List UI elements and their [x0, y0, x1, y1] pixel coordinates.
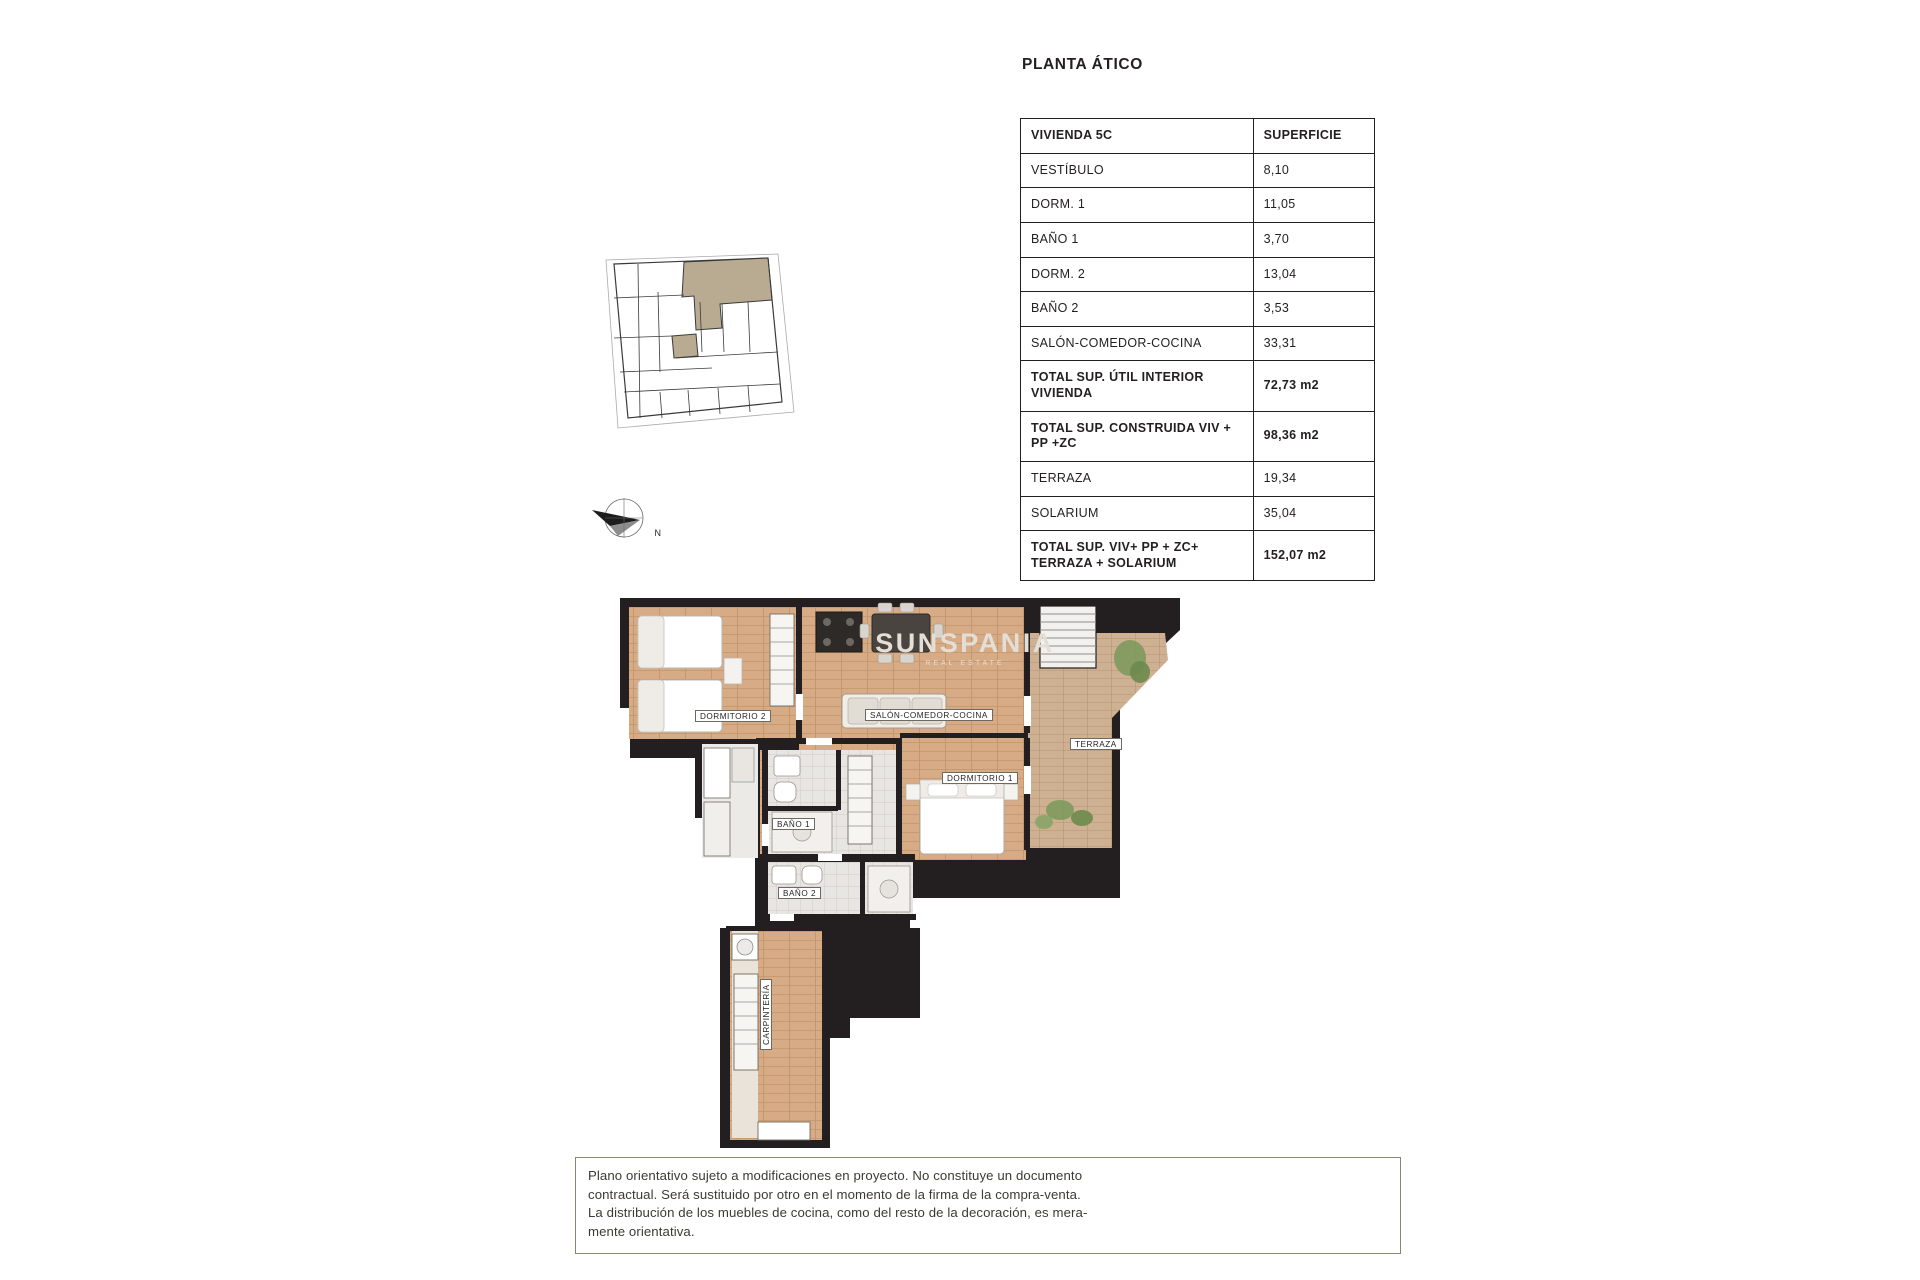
disclaimer-line-2: contractual. Será sustituido por otro en el momento de la firma de la compra-venta. [588, 1186, 1081, 1202]
room-label-carpinteria: CARPINTERÍA [760, 979, 772, 1050]
room-label-bano-2: BAÑO 2 [778, 887, 821, 899]
compass-icon [588, 492, 658, 544]
table-row [1021, 222, 1375, 257]
row-value: 152,07 m2 [1253, 531, 1374, 581]
disclaimer-line-4: mente orientativa. [588, 1224, 695, 1240]
room-label-bano-1: BAÑO 1 [772, 818, 815, 830]
floor-plan [620, 598, 1260, 1148]
table-row [1021, 496, 1375, 531]
furniture-wardrobe-bedroom-1 [848, 756, 872, 844]
table-row [1021, 292, 1375, 327]
staircase [1040, 606, 1096, 668]
row-label: BAÑO 1 [1021, 222, 1254, 257]
row-value: 72,73 m2 [1253, 361, 1374, 411]
row-value: 3,53 [1253, 292, 1374, 327]
key-plan-svg [600, 252, 800, 442]
row-value: 8,10 [1253, 153, 1374, 188]
compass-rose [588, 492, 661, 544]
table-row [1021, 461, 1375, 496]
table-header-row [1021, 119, 1375, 154]
row-label: TOTAL SUP. VIV+ PP + ZC+ TERRAZA + SOLARIUM [1021, 531, 1254, 581]
disclaimer-line-3: La distribución de los muebles de cocina, como del resto de la decoración, es mera- [588, 1205, 1088, 1221]
row-label: SOLARIUM [1021, 496, 1254, 531]
row-label: BAÑO 2 [1021, 292, 1254, 327]
table-header-surface: SUPERFICIE [1253, 119, 1374, 154]
row-value: 3,70 [1253, 222, 1374, 257]
table-row [1021, 326, 1375, 361]
fixtures-laundry [732, 934, 758, 960]
furniture-bed-bedroom-1 [906, 780, 1018, 854]
row-value: 11,05 [1253, 188, 1374, 223]
room-label-dormitorio-1: DORMITORIO 1 [942, 772, 1018, 784]
room-label-terraza: TERRAZA [1070, 738, 1122, 750]
row-value: 33,31 [1253, 326, 1374, 361]
watermark-brand-name: SUNSPANIA [875, 628, 1055, 658]
table-row-total [1021, 531, 1375, 581]
row-label: VESTÍBULO [1021, 153, 1254, 188]
compass-north-label: N [654, 528, 661, 538]
row-value: 13,04 [1253, 257, 1374, 292]
watermark-brand-subtitle: REAL ESTATE [925, 660, 1005, 667]
row-label: DORM. 1 [1021, 188, 1254, 223]
surface-area-table [1020, 118, 1375, 581]
table-row [1021, 257, 1375, 292]
key-plan-locator [600, 252, 800, 442]
table-header-unit: VIVIENDA 5C [1021, 119, 1254, 154]
furniture-wardrobe-bedroom-2 [770, 614, 794, 706]
row-label: TERRAZA [1021, 461, 1254, 496]
table-row-total [1021, 411, 1375, 461]
row-label: TOTAL SUP. ÚTIL INTERIOR VIVIENDA [1021, 361, 1254, 411]
room-label-dormitorio-2: DORMITORIO 2 [695, 710, 771, 722]
table-row [1021, 188, 1375, 223]
row-label: TOTAL SUP. CONSTRUIDA VIV + PP +ZC [1021, 411, 1254, 461]
row-value: 35,04 [1253, 496, 1374, 531]
table-row [1021, 153, 1375, 188]
row-value: 19,34 [1253, 461, 1374, 496]
table-row-total [1021, 361, 1375, 411]
floor-plan-svg [620, 598, 1260, 1148]
room-label-salon: SALÓN-COMEDOR-COCINA [865, 709, 993, 721]
disclaimer-line-1: Plano orientativo sujeto a modificaciones en proyecto. No constituye un documento [588, 1168, 1083, 1183]
row-label: SALÓN-COMEDOR-COCINA [1021, 326, 1254, 361]
row-value: 98,36 m2 [1253, 411, 1374, 461]
disclaimer-box [575, 1157, 1401, 1254]
page-title: PLANTA ÁTICO [1022, 56, 1143, 73]
row-label: DORM. 2 [1021, 257, 1254, 292]
